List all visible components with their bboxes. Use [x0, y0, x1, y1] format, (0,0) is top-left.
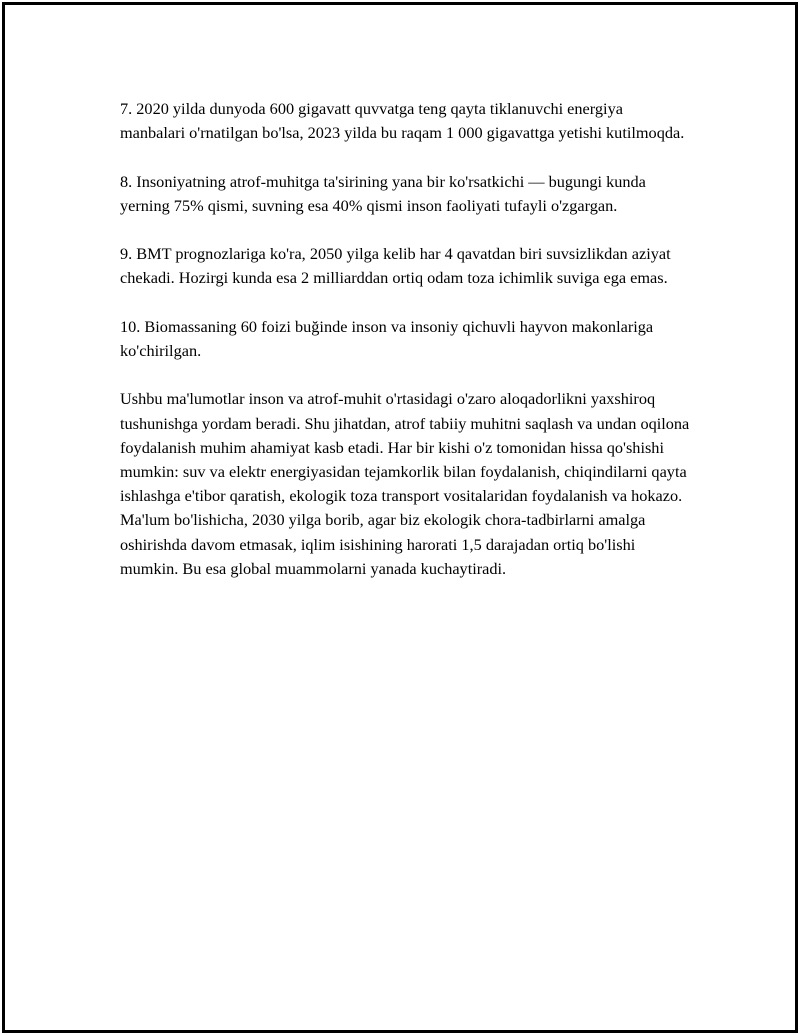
list-item-8: 8. Insoniyatning atrof-muhitga ta'sirining yana bir ko'rsatkichi — bugungi kunda yerning 75% qismi, suvning esa 40% qismi inson faoliyati tufayli o'zgargan.: [120, 171, 646, 215]
document-body: [120, 97, 690, 581]
list-item-10: 10. Biomassaning 60 foizi buğinde inson va insoniy qichuvli hayvon makonlariga ko'chirilgan.: [120, 316, 654, 360]
list-item-7: 7. 2020 yilda dunyoda 600 gigavatt quvvatga teng qayta tiklanuvchi energiya manbalari o'rnatilgan bo'lsa, 2023 yilda bu raqam 1 000 gigavattga yetishi kutilmoqda.: [120, 99, 685, 143]
page-border: [2, 2, 798, 1033]
list-item-9: 9. BMT prognozlariga ko'ra, 2050 yilga kelib har 4 qavatdan biri suvsizlikdan aziyat chekadi. Hozirgi kunda esa 2 milliarddan ortiq odam toza ichimlik suviga ega emas.: [120, 244, 671, 288]
conclusion-paragraph: Ushbu ma'lumotlar inson va atrof-muhit o'rtasidagi o'zaro aloqadorlikni yaxshiroq tushunishga yordam beradi. Shu jihatdan, atrof tabiiy muhitni saqlash va undan oqilona foydalanish muhim ahamiyat kasb etadi. Har bir kishi o'z tomonidan hissa qo'shishi mumkin: suv va elektr energiyasidan tejamkorlik bilan foydalanish, chiqindilarni qayta ishlashga e'tibor qaratish, ekologik toza transport vositalaridan foydalanish va hokazo. Ma'lum bo'lishicha, 2030 yilga borib, agar biz ekologik chora-tadbirlarni amalga oshirishda davom etmasak, iqlim isishining harorati 1,5 darajadan ortiq bo'lishi mumkin. Bu esa global muammolarni yanada kuchaytiradi.: [120, 389, 690, 578]
